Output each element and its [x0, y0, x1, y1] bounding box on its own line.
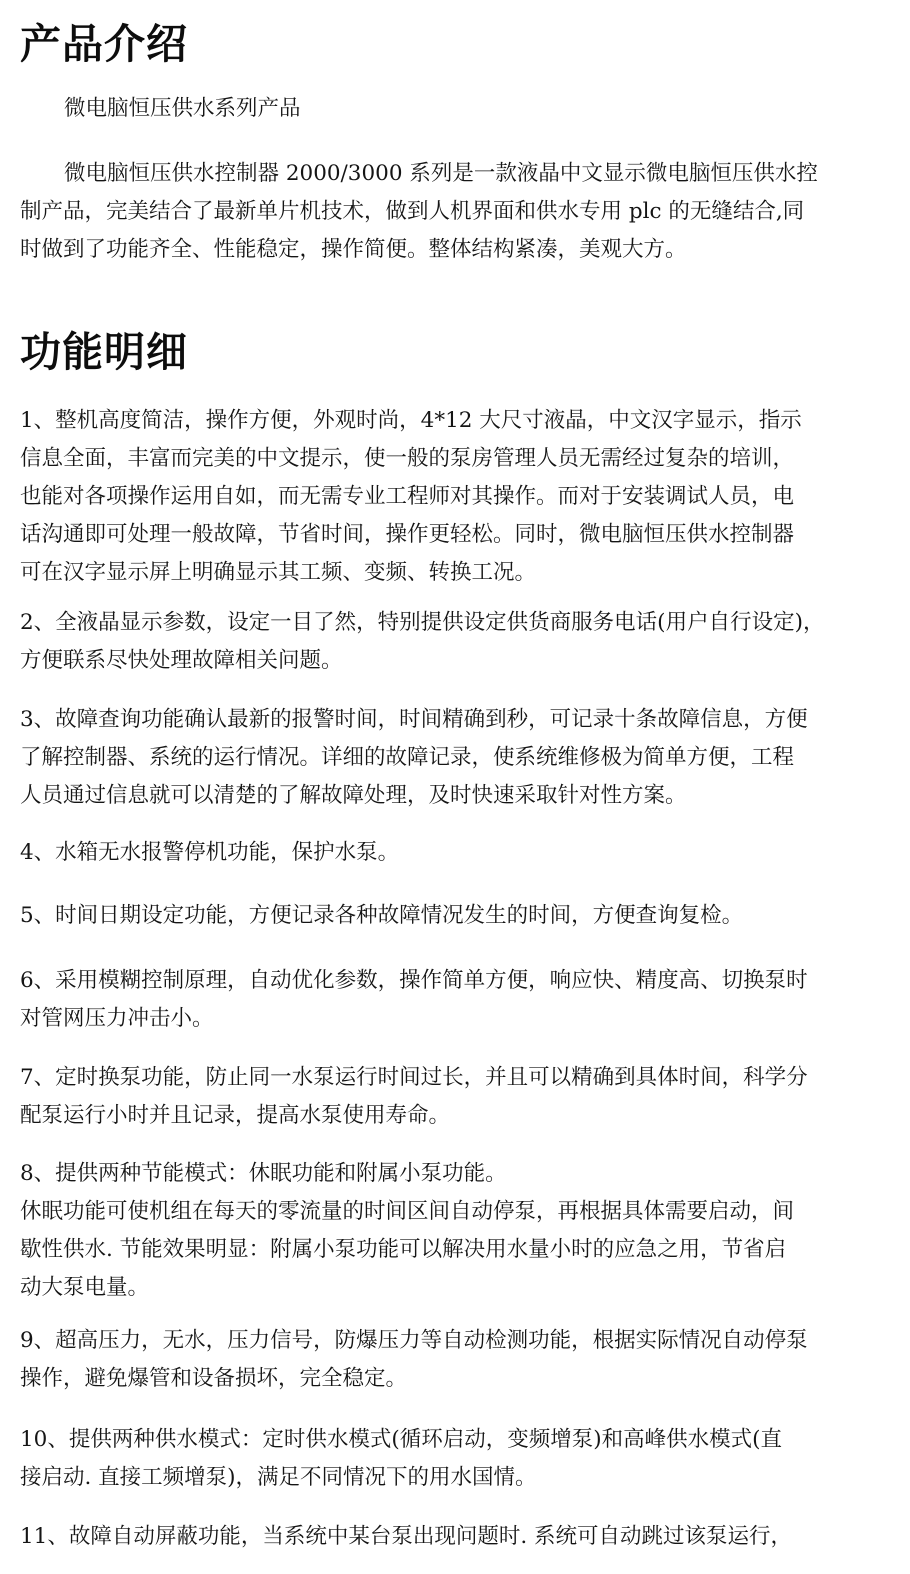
feature-line: 信息全面，丰富而完美的中文提示，使一般的泵房管理人员无需经过复杂的培训，	[20, 446, 795, 471]
feature-item-5	[20, 897, 888, 935]
feature-line: 可在汉字显示屏上明确显示其工频、变频、转换工况。	[20, 560, 537, 585]
feature-item-1	[20, 402, 888, 592]
feature-item-11	[20, 1518, 888, 1556]
intro-paragraph	[20, 155, 888, 269]
feature-line: 歇性供水. 节能效果明显：附属小泵功能可以解决用水量小时的应急之用，节省启	[20, 1237, 787, 1262]
intro-title: 产品介绍	[20, 20, 188, 68]
feature-line: 人员通过信息就可以清楚的了解故障处理，及时快速采取针对性方案。	[20, 783, 687, 808]
feature-item-2	[20, 604, 888, 680]
feature-line: 2、全液晶显示参数，设定一目了然，特别提供设定供货商服务电话(用户自行设定)，	[20, 610, 825, 635]
feature-line: 方便联系尽快处理故障相关问题。	[20, 648, 343, 673]
feature-item-4	[20, 834, 888, 872]
intro-line: 微电脑恒压供水控制器 2000/3000 系列是一款液晶中文显示微电脑恒压供水控	[64, 161, 818, 186]
features-title: 功能明细	[20, 328, 188, 376]
feature-line: 了解控制器、系统的运行情况。详细的故障记录，使系统维修极为简单方便，工程	[20, 745, 795, 770]
feature-item-7	[20, 1059, 888, 1135]
intro-line: 时做到了功能齐全、性能稳定，操作简便。整体结构紧凑，美观大方。	[20, 237, 687, 262]
feature-line: 7、定时换泵功能，防止同一水泵运行时间过长，并且可以精确到具体时间，科学分	[20, 1065, 808, 1090]
feature-line: 也能对各项操作运用自如，而无需专业工程师对其操作。而对于安装调试人员，电	[20, 484, 795, 509]
feature-item-3	[20, 701, 888, 815]
feature-line: 操作，避免爆管和设备损坏，完全稳定。	[20, 1366, 408, 1391]
feature-line: 对管网压力冲击小。	[20, 1006, 214, 1031]
feature-line: 1、整机高度简洁，操作方便，外观时尚，4*12 大尺寸液晶，中文汉字显示，指示	[20, 408, 802, 433]
feature-line: 10、提供两种供水模式：定时供水模式(循环启动，变频增泵)和高峰供水模式(直	[20, 1427, 783, 1452]
feature-line: 休眠功能可使机组在每天的零流量的时间区间自动停泵，再根据具体需要启动，间	[20, 1199, 795, 1224]
feature-item-6	[20, 962, 888, 1038]
feature-line: 3、故障查询功能确认最新的报警时间，时间精确到秒，可记录十条故障信息，方便	[20, 707, 808, 732]
feature-line: 5、时间日期设定功能，方便记录各种故障情况发生的时间，方便查询复检。	[20, 903, 744, 928]
feature-line: 配泵运行小时并且记录，提高水泵使用寿命。	[20, 1103, 451, 1128]
feature-line: 4、水箱无水报警停机功能，保护水泵。	[20, 840, 400, 865]
intro-line: 制产品，完美结合了最新单片机技术，做到人机界面和供水专用 plc 的无缝结合,同	[20, 199, 805, 224]
feature-line: 8、提供两种节能模式：休眠功能和附属小泵功能。	[20, 1161, 507, 1186]
intro-subtitle	[64, 90, 664, 128]
intro-subtitle-text: 微电脑恒压供水系列产品	[64, 96, 301, 121]
feature-line: 动大泵电量。	[20, 1275, 150, 1300]
feature-line: 话沟通即可处理一般故障，节省时间，操作更轻松。同时，微电脑恒压供水控制器	[20, 522, 795, 547]
feature-line: 9、超高压力，无水，压力信号，防爆压力等自动检测功能，根据实际情况自动停泵	[20, 1328, 808, 1353]
feature-item-9	[20, 1322, 888, 1398]
feature-item-8	[20, 1155, 888, 1307]
feature-item-10	[20, 1421, 888, 1497]
feature-line: 接启动. 直接工频增泵)，满足不同情况下的用水国情。	[20, 1465, 537, 1490]
feature-line: 6、采用模糊控制原理，自动优化参数，操作简单方便，响应快、精度高、切换泵时	[20, 968, 808, 993]
feature-line: 11、故障自动屏蔽功能，当系统中某台泵出现问题时. 系统可自动跳过该泵运行，	[20, 1524, 793, 1549]
